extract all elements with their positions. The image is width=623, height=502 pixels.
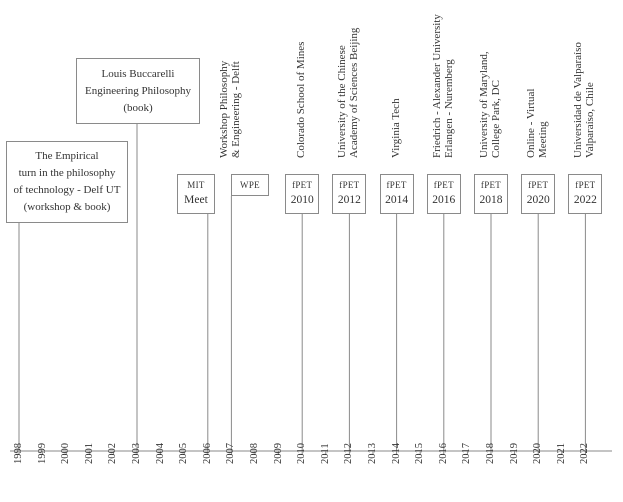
event-location-label: Universidad de Valparaíso — [572, 42, 585, 158]
event-location-label: & Engineering - Delft — [230, 61, 243, 158]
event-text-line: Engineering Philosophy — [84, 84, 192, 97]
event-location-label: Online - Virtual — [525, 88, 538, 158]
event-location-label: Friedrich - Alexander University — [430, 14, 443, 158]
event-abbreviation: fPET — [292, 180, 313, 190]
year-label: 2014 — [390, 443, 402, 464]
year-label: 2001 — [83, 443, 95, 464]
event-box-2016 — [427, 174, 461, 214]
event-abbreviation: fPET — [339, 180, 360, 190]
year-label: 2007 — [225, 443, 237, 464]
year-label: 2022 — [579, 443, 591, 464]
event-location-label: University of Maryland, — [478, 51, 490, 158]
event-location-label: Academy of Sciences Beijing — [348, 27, 361, 158]
event-abbreviation: fPET — [480, 180, 502, 190]
event-box-2022 — [568, 174, 602, 214]
event-box-2012 — [332, 174, 366, 214]
event-abbreviation: fPET — [575, 180, 596, 190]
year-label: 2012 — [343, 443, 355, 464]
event-abbreviation: fPET — [386, 180, 407, 190]
year-label: 2009 — [272, 443, 284, 464]
event-location-label: Valparaíso, Chile — [584, 82, 597, 158]
year-label: 2016 — [437, 443, 449, 464]
year-label: 2011 — [319, 443, 331, 464]
event-location-label: Meeting — [537, 121, 550, 158]
year-label: 1998 — [13, 443, 24, 464]
event-box-2018 — [474, 174, 508, 214]
year-label: 2006 — [201, 443, 213, 464]
event-label: Meet — [184, 194, 208, 206]
event-label: 2014 — [385, 194, 409, 206]
year-label: 2002 — [107, 443, 119, 464]
event-box-1998 — [6, 141, 128, 223]
event-abbreviation: fPET — [433, 180, 454, 190]
event-label: 2012 — [337, 194, 361, 206]
event-box-2007 — [231, 174, 269, 196]
event-location-label: Workshop Philosophy — [218, 60, 231, 158]
event-box-2003 — [76, 58, 200, 124]
year-label: 2005 — [178, 443, 190, 464]
event-text-line: The Empirical — [35, 150, 99, 162]
event-abbreviation: MIT — [187, 180, 205, 190]
year-label: 2019 — [508, 443, 520, 464]
event-label: 2016 — [432, 194, 456, 206]
event-location-label: Colorado School of Mines — [295, 41, 308, 158]
event-box-2020 — [521, 174, 555, 214]
event-text-line: turn in the philosophy — [18, 167, 116, 179]
event-location-label: College Park, DC — [490, 80, 502, 158]
year-label: 2018 — [485, 443, 496, 464]
year-label: 2015 — [414, 443, 426, 464]
event-location-label: Erlangen - Nuremberg — [442, 59, 455, 158]
event-abbreviation: fPET — [528, 180, 549, 190]
event-text-line: (workshop & book) — [23, 201, 111, 213]
event-text-line: (book) — [123, 101, 153, 114]
year-label: 2021 — [555, 443, 567, 464]
year-label: 2003 — [131, 443, 142, 464]
year-label: 2008 — [249, 443, 260, 464]
event-location-label: Virginia Tech — [389, 98, 402, 158]
event-box-2014 — [380, 174, 414, 214]
event-box-2006 — [177, 174, 215, 214]
event-text-line: of technology - Delf UT — [13, 184, 121, 196]
year-label: 2004 — [154, 443, 166, 464]
year-label: 2000 — [60, 443, 72, 464]
year-label: 2013 — [367, 443, 378, 464]
year-label: 2017 — [461, 443, 473, 464]
year-label: 1999 — [36, 443, 48, 464]
event-text-line: Louis Buccarelli — [101, 67, 175, 80]
event-label: 2020 — [526, 194, 550, 206]
event-abbreviation: WPE — [240, 179, 260, 190]
event-location-label: University of the Chinese — [336, 45, 349, 158]
year-label: 2020 — [532, 443, 544, 464]
event-box-2010 — [285, 174, 319, 214]
event-label: 2010 — [290, 194, 314, 206]
event-label: 2018 — [479, 194, 503, 206]
event-label: 2022 — [573, 194, 597, 206]
year-label: 2010 — [296, 443, 308, 464]
